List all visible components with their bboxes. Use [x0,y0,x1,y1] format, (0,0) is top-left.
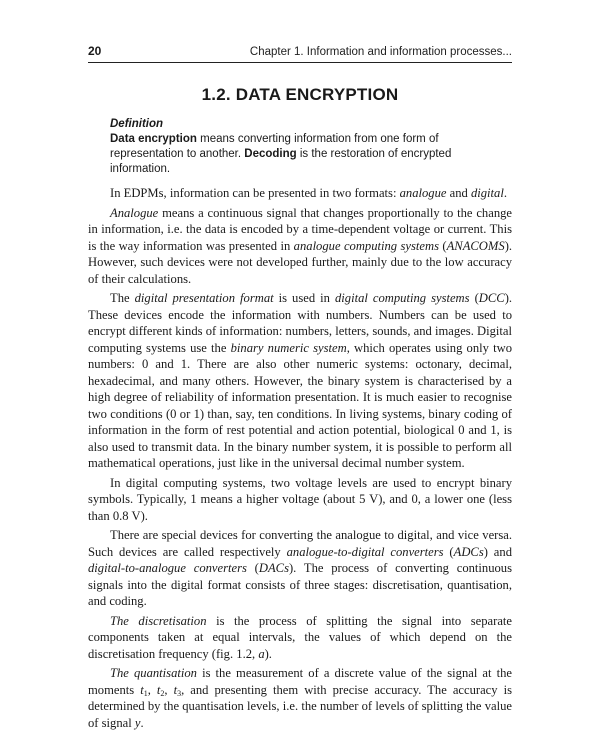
term-data-encryption: Data encryption [110,133,197,145]
chapter-title: Chapter 1. Information and information processes... [249,46,512,58]
paragraph-voltage-levels: In digital computing systems, two voltage levels are used to encrypt binary symbols. Typically, 1 means a higher voltage (about 5 V), and 0, a lower one (less than 0.8 V). [88,475,512,523]
definition-box [110,117,512,177]
paragraph-formats: In EDPMs, information can be presented in two formats: analogue and digital. [110,186,508,200]
running-header [88,44,512,63]
definition-label: Definition [110,118,164,130]
paragraph-converters: There are special devices for converting the analogue to digital, and vice versa. Such devices are called respectively analogue-to-digital converters (ADCs) and digital-to-analogue converters (DACs). The process of converting continuous signals into the digital format consists of three stages: discretisation, quantisation, and coding. [88,528,512,608]
section-title: 1.2. DATA ENCRYPTION [201,85,399,104]
paragraph-quantisation: The quantisation is the measurement of a discrete value of the signal at the moments $t_1$, $t_2$, $t_3$, and presenting them with precise accuracy. The accuracy is determined by the quantisation levels, i.e. the number of levels of splitting the value of signal y. [88,666,512,730]
term-decoding: Decoding [244,148,297,160]
paragraph-digital: The digital presentation format is used in digital computing systems (DCC). These devices encode the information with numbers. Numbers can be used to encrypt different kinds of information: numbers, letters, sounds, and images. Digital computing systems use the binary numeric system, which operates using only two numbers: 0 and 1. There are also other numeric systems: octonary, decimal, hexadecimal, and many others. However, the binary system is characterised by a high degree of reliability of information presentation. It is much easier to recognise two conditions (0 or 1) than, say, ten conditions. In living systems, binary coding of information in the form of rest potential and action potential, biological 0 and 1, is also used to transmit data. In the binary number system, it is possible to perform all mathematical operations, just like in the universal decimal number system. [88,291,513,470]
paragraph-discretisation: The discretisation is the process of splitting the signal into separate components taken at equal intervals, the values of which depend on the discretisation frequency (fig. 1.2, a). [88,613,512,661]
body-text [88,185,512,731]
definition-text: Data encryption means converting information from one form of representation to another. Decoding is the restoration of encrypted information. [110,133,452,175]
book-page [88,44,512,731]
paragraph-analogue: Analogue means a continuous signal that changes proportionally to the change in information, i.e. the data is encoded by a time-dependent voltage or current. This is the way information was presented in analogue computing systems (ANACOMS). However, such devices were not developed further, mainly due to the low accuracy of their calculations. [88,205,513,286]
page-number: 20 [88,44,102,58]
